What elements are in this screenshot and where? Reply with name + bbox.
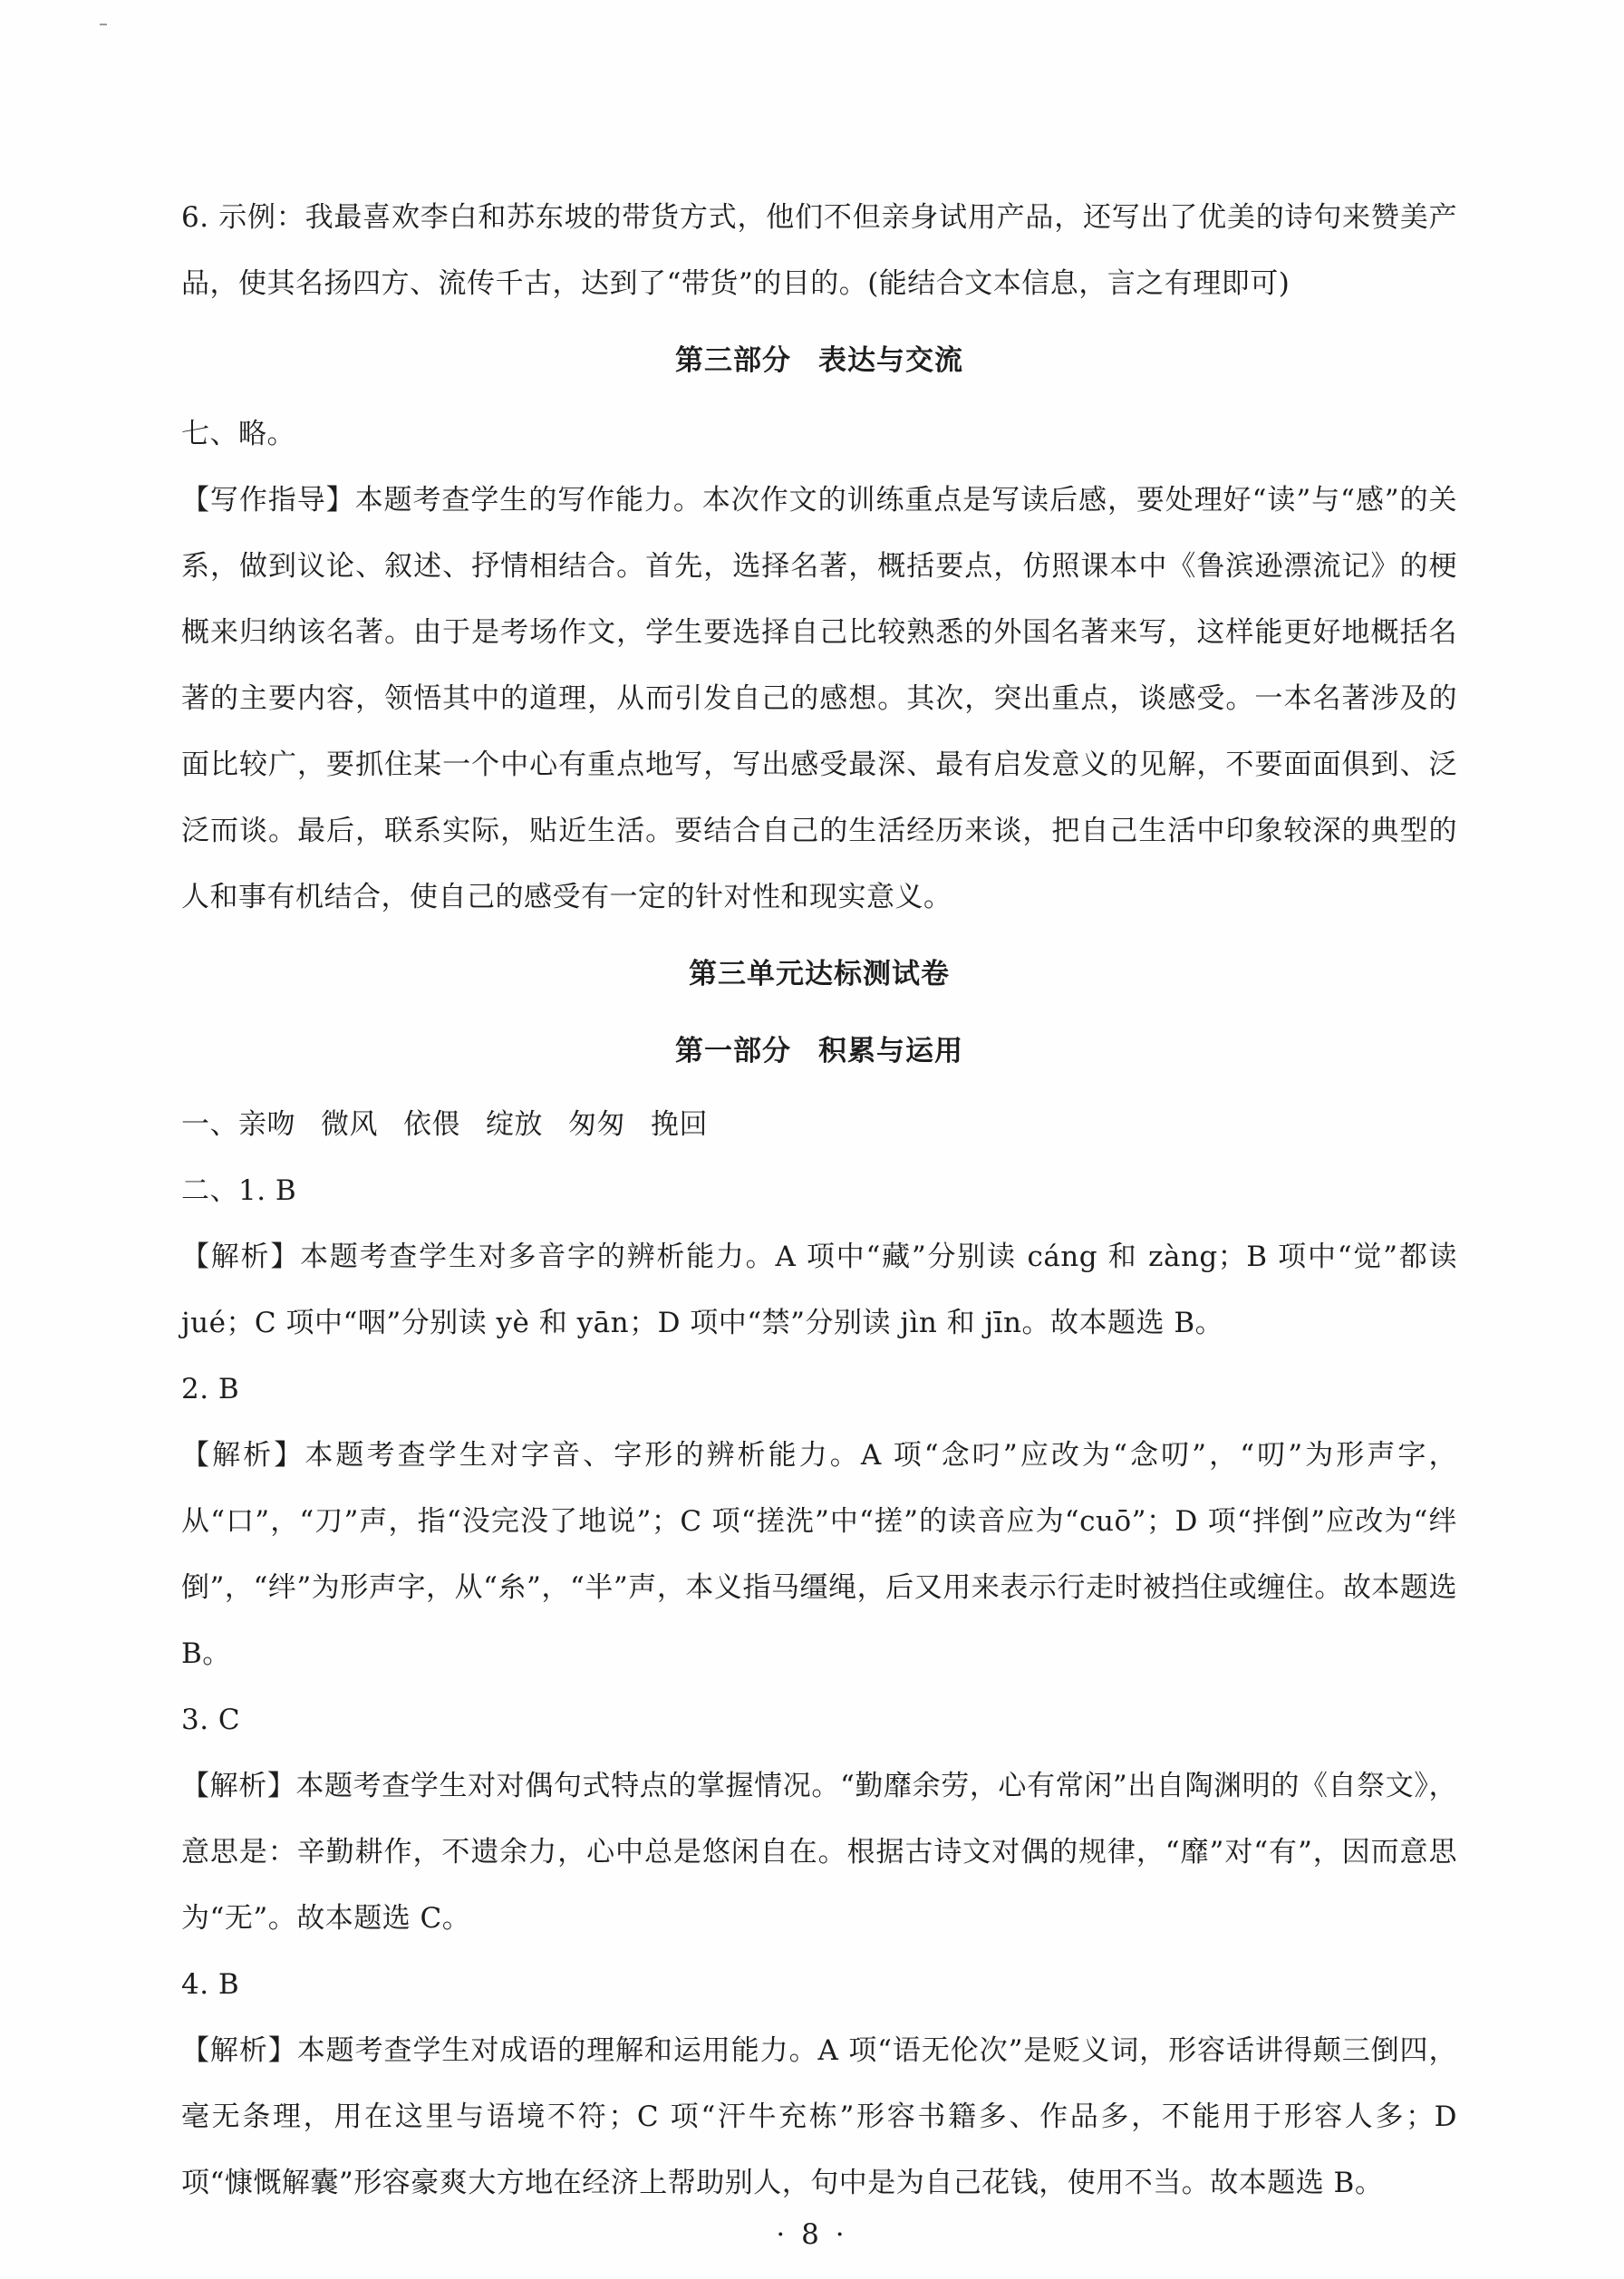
q2-4-analysis: 【解析】本题考查学生对成语的理解和运用能力。A 项“语无伦次”是贬义词，形容话讲得颠三倒四，毫无条理，用在这里与语境不符；C 项“汗牛充栋”形容书籍多、作品多，不能用于形容人多；D 项“慷慨解囊”形容豪爽大方地在经济上帮助别人，句中是为自己花钱，使用不当。故本题选 B。	[181, 2034, 1457, 2199]
page-content	[181, 185, 1457, 2216]
q1-word: 依偎	[403, 1108, 460, 1141]
q2-1-answer: 二、1. B	[181, 1174, 297, 1207]
q7-answer: 七、略。	[181, 418, 295, 450]
q1-word: 匆匆	[568, 1108, 625, 1141]
part3-heading	[181, 328, 1457, 394]
q6-answer: 6. 示例：我最喜欢李白和苏东坡的带货方式，他们不但亲身试用产品，还写出了优美的诗句来赞美产品，使其名扬四方、流传千古，达到了“带货”的目的。(能结合文本信息，言之有理即可)	[181, 201, 1457, 300]
part1-heading-label: 第一部分	[675, 1035, 791, 1067]
q1-label: 一、	[181, 1108, 238, 1141]
q1-word: 微风	[321, 1108, 378, 1141]
part1-heading-title: 积累与运用	[818, 1035, 963, 1067]
q2-2-answer: 2. B	[181, 1373, 240, 1405]
part1-heading	[181, 1019, 1457, 1085]
page-number: · 8 ·	[776, 2218, 848, 2251]
writing-guide: 【写作指导】本题考查学生的写作能力。本次作文的训练重点是写读后感，要处理好“读”与“感”的关系，做到议论、叙述、抒情相结合。首先，选择名著，概括要点，仿照课本中《鲁滨逊漂流记》的梗概来归纳该名著。由于是考场作文，学生要选择自己比较熟悉的外国名著来写，这样能更好地概括名著的主要内容，领悟其中的道理，从而引发自己的感想。其次，突出重点，谈感受。一本名著涉及的面比较广，要抓住某一个中心有重点地写，写出感受最深、最有启发意义的见解，不要面面俱到、泛泛而谈。最后，联系实际，贴近生活。要结合自己的生活经历来谈，把自己生活中印象较深的典型的人和事有机结合，使自己的感受有一定的针对性和现实意义。	[181, 484, 1457, 913]
q1-word: 挽回	[651, 1108, 708, 1141]
q2-3-answer: 3. C	[181, 1704, 241, 1736]
q2-3-analysis: 【解析】本题考查学生对对偶句式特点的掌握情况。“勤靡余劳，心有常闲”出自陶渊明的《自祭文》，意思是：辛勤耕作，不遗余力，心中总是悠闲自在。根据古诗文对偶的规律，“靡”对“有”，因而意思为“无”。故本题选 C。	[181, 1770, 1457, 1935]
q1-word: 绽放	[486, 1108, 543, 1141]
q2-1-analysis: 【解析】本题考查学生对多音字的辨析能力。A 项中“藏”分别读 cáng 和 zàng；B 项中“觉”都读 jué；C 项中“咽”分别读 yè 和 yān；D 项中“禁”分别读 jìn 和 jīn。故本题选 B。	[181, 1241, 1457, 1339]
q2-2-analysis: 【解析】本题考查学生对字音、字形的辨析能力。A 项“念叼”应改为“念叨”，“叨”为形声字，从“口”，“刀”声，指“没完没了地说”；C 项“搓洗”中“搓”的读音应为“cuō”；D 项“拌倒”应改为“绊倒”，“绊”为形声字，从“糸”，“半”声，本义指马缰绳，后又用来表示行走时被挡住或缠住。故本题选 B。	[181, 1439, 1457, 1670]
q1-answer	[181, 1092, 1457, 1158]
q2-4-answer: 4. B	[181, 1968, 240, 2001]
part3-heading-label: 第三部分	[675, 344, 791, 377]
unit3-title: 第三单元达标测试卷	[689, 958, 950, 990]
part3-heading-title: 表达与交流	[818, 344, 963, 377]
scan-mark	[100, 24, 107, 25]
q1-word: 亲吻	[238, 1108, 295, 1141]
